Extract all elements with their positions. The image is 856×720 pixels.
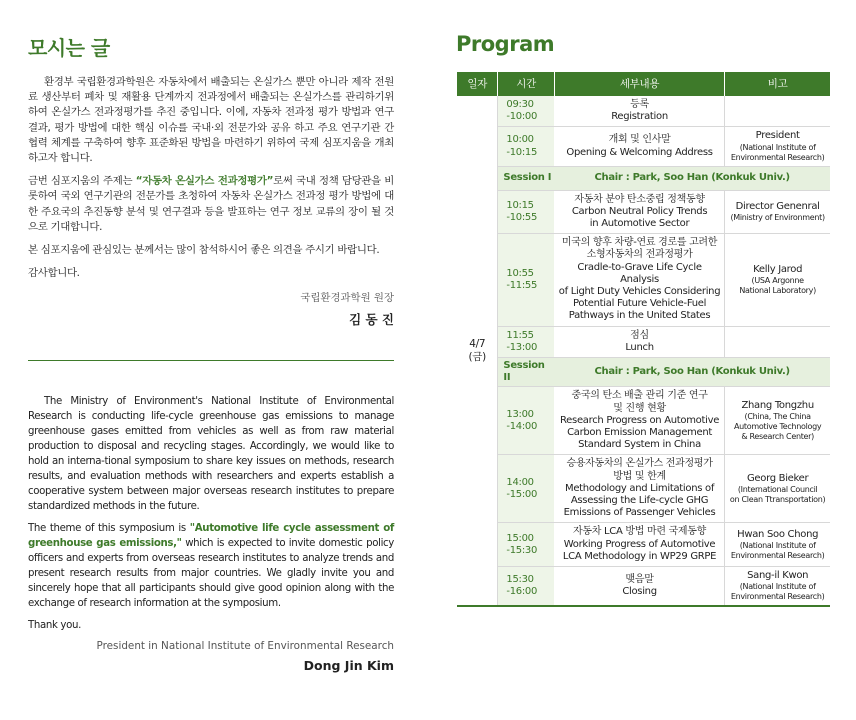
note-text: (USA Argonne — [751, 276, 804, 286]
time-text: -15:30 — [506, 544, 538, 556]
program-row — [457, 567, 830, 607]
detail-text: Emissions of Passenger Vehicles — [563, 507, 716, 519]
note-text: & Research Center) — [741, 432, 814, 442]
detail-text: Lunch — [625, 341, 654, 353]
detail-cell — [554, 567, 725, 607]
korean-paragraph — [28, 266, 394, 281]
note-text: Sang-il Kwon — [747, 570, 809, 582]
detail-text: 자동차 LCA 방법 마련 국제동향 — [573, 526, 707, 538]
detail-text: 중국의 탄소 배출 관리 기준 연구 — [571, 390, 708, 402]
session-name: Session II — [498, 358, 554, 387]
note-text: Automotive Technology — [733, 422, 822, 432]
time-text: 15:30 — [506, 573, 534, 585]
detail-text: 자동차 분야 탄소중립 정책동향 — [574, 193, 705, 205]
note-cell — [725, 127, 830, 166]
program-row — [457, 96, 830, 127]
note-text: National Laboratory) — [739, 286, 816, 296]
day-label: 4/7 — [469, 338, 486, 351]
detail-text: Assessing the Life-cycle GHG — [570, 495, 709, 507]
greeting-section — [28, 32, 394, 328]
english-paragraph — [28, 521, 394, 611]
program-row — [457, 387, 830, 455]
note-cell — [725, 234, 830, 326]
session-chair: Chair : Park, Soo Han (Konkuk Univ.) — [554, 358, 830, 387]
detail-cell — [554, 234, 725, 326]
note-text: Environmental Research) — [730, 550, 825, 560]
detail-text: Carbon Emission Management — [567, 427, 713, 439]
time-cell — [498, 567, 554, 607]
program-row — [457, 455, 830, 523]
time-text: -11:55 — [506, 279, 538, 291]
day-label: (금) — [468, 350, 486, 363]
english-paragraph — [28, 394, 394, 514]
detail-text: 등록 — [630, 99, 649, 110]
detail-text: LCA Methodology in WP29 GRPE — [562, 550, 717, 562]
time-cell — [498, 234, 554, 326]
program-body — [457, 96, 830, 606]
time-cell — [498, 387, 554, 455]
english-text: "Automotive life cycle assessment of greenhouse gas emissions," — [28, 523, 394, 549]
detail-text: 점심 — [630, 329, 649, 341]
time-text: 10:55 — [506, 267, 534, 279]
note-text: Georg Bieker — [746, 472, 809, 484]
time-cell — [498, 455, 554, 523]
detail-cell — [554, 455, 725, 523]
note-text: on Clean Ttransportation) — [729, 495, 826, 505]
detail-text: Methodology and Limitations of — [565, 482, 715, 494]
english-text: The Ministry of Environment's National Institute of Environmental Research is conducting life-cycle greenhouse gas emissions to manage greenhouse gases emitted from vehicles as well as from raw material production to disposal and recycling stages. Accordingly, we would like to hold an interna-tional symposium to share key issues on methods, research results, and evaluation methods with researchers and experts establish a cooperative system between major overseas research institutes to prepare standardized methods in the future. — [28, 396, 394, 512]
note-text: Director Genenral — [735, 200, 820, 212]
detail-text: 미국의 향후 차량-연료 경로를 고려한 — [561, 237, 718, 249]
korean-text: “자동차 온실가스 전과정평가” — [135, 175, 274, 188]
note-cell — [725, 387, 830, 455]
korean-signature-name: 김 동 진 — [349, 312, 394, 328]
time-text: 14:00 — [506, 476, 534, 488]
note-text: Hwan Soo Chong — [737, 528, 819, 540]
program-row — [457, 234, 830, 326]
detail-cell — [554, 96, 725, 127]
program-row — [457, 190, 830, 234]
time-text: 11:55 — [506, 329, 534, 341]
english-signature-name: Dong Jin Kim — [303, 658, 394, 673]
time-text: 09:30 — [506, 99, 534, 110]
greeting-english-section — [28, 394, 394, 673]
time-text: 13:00 — [506, 408, 534, 420]
time-text: -10:55 — [506, 211, 538, 223]
time-cell — [498, 127, 554, 166]
time-cell — [498, 96, 554, 127]
program-table — [457, 72, 830, 607]
detail-cell — [554, 326, 725, 357]
note-text: Environmental Research) — [730, 592, 825, 602]
english-paragraph — [28, 618, 394, 633]
greeting-korean-body — [28, 75, 394, 281]
detail-cell — [554, 387, 725, 455]
detail-text: Registration — [611, 111, 668, 123]
note-text: (National Institute of — [739, 540, 816, 550]
time-text: 10:15 — [506, 199, 534, 211]
detail-text: Standard System in China — [578, 439, 701, 451]
time-text: -10:00 — [506, 111, 538, 123]
detail-cell — [554, 127, 725, 166]
session-row — [457, 166, 830, 190]
detail-text: 및 진행 현황 — [613, 402, 666, 414]
detail-text: of Light Duty Vehicles Considering — [558, 286, 721, 298]
time-text: -10:15 — [506, 146, 538, 158]
korean-paragraph — [28, 75, 394, 166]
header-time: 시간 — [498, 72, 554, 96]
detail-text: Potential Future Vehicle-Fuel — [572, 298, 707, 310]
note-text: (National Institute of — [739, 142, 816, 152]
english-text: which is expected to invite domestic policy officers and experts from overseas research institutes to analyze trends and present research results from major countries. We gladly invite you and sincerely hope that all participants should give good opinion along with the exchange of research information at the symposium. — [28, 538, 394, 609]
detail-text: 맺음말 — [625, 573, 654, 585]
day-cell — [457, 96, 498, 606]
time-cell — [498, 190, 554, 234]
time-text: 15:00 — [506, 532, 534, 544]
korean-text: 환경부 국립환경과학원은 자동차에서 배출되는 온실가스 뿐만 아니라 제작 전원료 생산부터 폐차 및 재활용 단계까지 전과정에서 배출되는 온실가스를 관리하기위하여 온실가스 전과정평가를 추진 중입니다. 이에, 자동차 전과정 평가 방법과 연구 결과, 평가 방법에 대한 핵심 이슈를 국내·외 전문가와 공유 하고 주요 연구기관 간 협력 체계를 구축하여 향후 표준화된 방법을 마련하기 위하여 국제 심포지움을 개최하고자 합니다. — [28, 76, 394, 165]
note-cell — [725, 567, 830, 607]
detail-text: Research Progress on Automotive — [559, 414, 720, 426]
korean-paragraph — [28, 243, 394, 258]
header-detail: 세부내용 — [554, 72, 725, 96]
note-cell — [725, 190, 830, 234]
detail-text: Carbon Neutral Policy Trends — [571, 205, 708, 217]
time-text: -14:00 — [506, 420, 538, 432]
korean-text: 로써 국내 정책 담당관을 비롯하여 국외 연구기관의 전문가를 초청하여 자동차 온실가스 전과정 평가 방법에 대한 주요국의 추진동향 분석 및 연구결과 등을 발표하는 연구 정보 교류의 장이 될 것으로 기대합니다. — [28, 175, 394, 233]
note-text: Kelly Jarod — [753, 263, 803, 275]
korean-paragraph — [28, 174, 394, 235]
detail-text: Cradle-to-Grave Life Cycle Analysis — [577, 261, 702, 285]
greeting-title: 모시는 글 — [28, 36, 110, 60]
program-row — [457, 127, 830, 166]
section-divider — [28, 360, 394, 361]
english-text: The theme of this symposium is — [28, 523, 190, 534]
detail-text: Opening & Welcoming Address — [566, 146, 713, 158]
korean-text: 감사합니다. — [28, 267, 80, 280]
note-text: President — [755, 130, 800, 142]
note-cell — [725, 523, 830, 567]
detail-text: Closing — [622, 586, 657, 598]
note-text: Environmental Research) — [730, 152, 825, 162]
korean-text: 금번 심포지움의 주제는 — [28, 175, 136, 188]
detail-text: in Automotive Sector — [589, 218, 690, 230]
time-text: -15:00 — [506, 488, 538, 500]
header-note: 비고 — [725, 72, 830, 96]
time-cell — [498, 326, 554, 357]
note-cell — [725, 96, 830, 127]
detail-text: 승용자동차의 온실가스 전과정평가 — [566, 458, 713, 470]
note-text: Zhang Tongzhu — [741, 399, 814, 411]
detail-text: Working Progress of Automotive — [563, 538, 716, 550]
note-text: (Ministry of Environment) — [730, 213, 825, 223]
note-text: (China, The China — [744, 412, 811, 422]
time-text: -16:00 — [506, 586, 538, 598]
program-title: Program — [456, 32, 555, 56]
time-text: 10:00 — [506, 134, 534, 146]
detail-text: Pathways in the United States — [568, 310, 711, 322]
detail-text: 개회 및 인사말 — [608, 134, 671, 146]
greeting-english-body — [28, 394, 394, 633]
detail-cell — [554, 523, 725, 567]
english-signature-role: President in National Institute of Environmental Research — [96, 640, 394, 652]
english-text: Thank you. — [28, 620, 81, 631]
detail-text: 소형자동차의 전과정평가 — [586, 249, 693, 261]
korean-text: 본 심포지움에 관심있는 분께서는 많이 참석하시어 좋은 의견을 주시기 바랍니다. — [28, 244, 380, 257]
detail-text: 방법 및 한계 — [613, 470, 666, 482]
note-cell — [725, 455, 830, 523]
header-day: 일자 — [457, 72, 498, 96]
note-text: (International Council — [737, 485, 818, 495]
note-text: (National Institute of — [739, 582, 816, 592]
time-cell — [498, 523, 554, 567]
korean-signature-role: 국립환경과학원 원장 — [300, 292, 394, 305]
session-chair: Chair : Park, Soo Han (Konkuk Univ.) — [554, 166, 830, 190]
detail-cell — [554, 190, 725, 234]
note-cell — [725, 326, 830, 357]
session-name: Session I — [498, 166, 554, 190]
program-header-row — [457, 72, 830, 96]
program-row — [457, 523, 830, 567]
time-text: -13:00 — [506, 341, 538, 353]
session-row — [457, 358, 830, 387]
program-row — [457, 326, 830, 357]
